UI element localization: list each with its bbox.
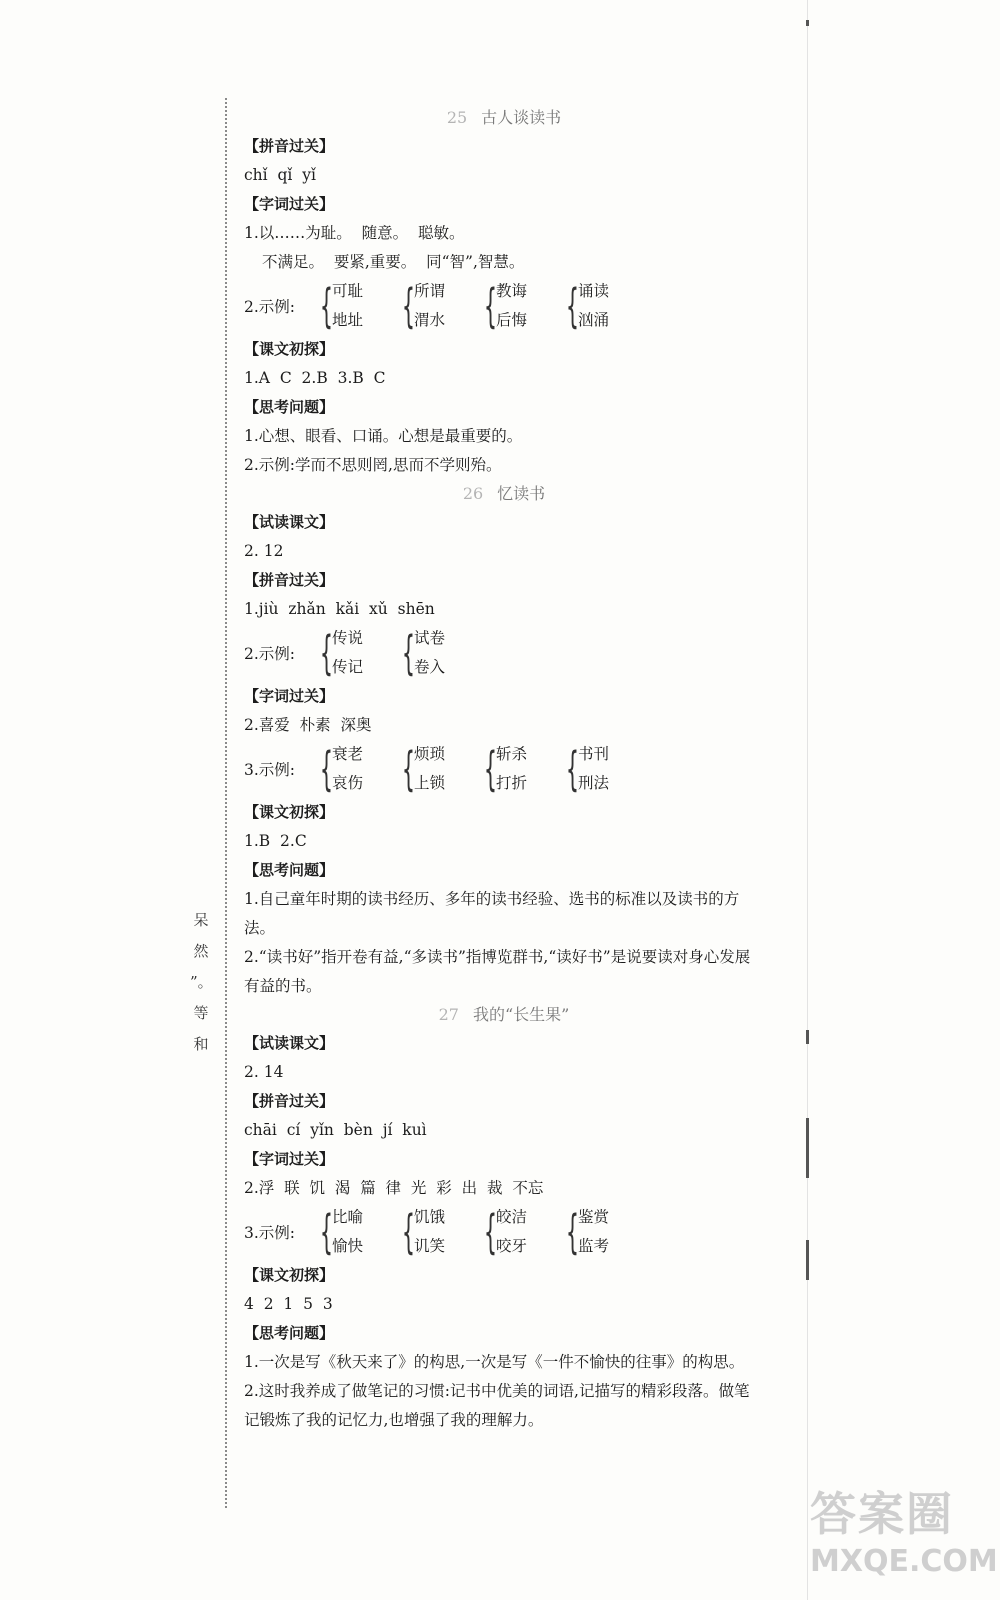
section-title: 26 忆读书 — [462, 484, 546, 503]
watermark-text: 答案圈 — [810, 1487, 954, 1541]
brace-icon: { — [319, 279, 334, 333]
section-title: 25 古人谈读书 — [446, 108, 562, 127]
block-heading: 【课文初探】 — [244, 803, 335, 821]
answer-line: 1.jiù zhǎn kǎi xǔ shēn — [244, 600, 435, 618]
block-heading: 【思考问题】 — [244, 398, 335, 416]
brace-icon: { — [565, 1205, 580, 1259]
block-heading: 【字词过关】 — [244, 195, 335, 213]
margin-dotted-line — [225, 98, 227, 1508]
brace-icon: { — [401, 742, 416, 796]
brace-icon: { — [483, 1205, 498, 1259]
answer-line: 不满足。 要紧,重要。 同“智”,智慧。 — [262, 253, 525, 271]
example-group: 2.示例: { 传说 传记 { 试卷 卷入 — [244, 626, 446, 680]
answer-line: 2. 14 — [244, 1063, 284, 1081]
brace-icon: { — [401, 626, 416, 680]
sidebar-char: 等 — [193, 1004, 209, 1022]
answer-paragraph: 2.“读书好”指开卷有益,“多读书”指博览群书,“读好书”是说要读对身心发展有益的书。 — [244, 948, 751, 995]
brace-icon: { — [483, 742, 498, 796]
block-heading: 【字词过关】 — [244, 1150, 335, 1168]
sidebar-char: 呆 — [193, 911, 209, 929]
answer-line: 4 2 1 5 3 — [244, 1295, 333, 1313]
sidebar-fragment — [190, 905, 212, 1060]
brace-icon: { — [401, 1205, 416, 1259]
brace-icon: { — [565, 742, 580, 796]
page-edge-line — [807, 0, 808, 1600]
example-group: 2.示例: { 可耻 地址 { 所谓 渭水 { 教诲 后悔 { 诵读 汹涌 — [244, 279, 610, 333]
section-title: 27 我的“长生果” — [438, 1005, 570, 1024]
edge-mark — [806, 1118, 809, 1178]
brace-icon: { — [565, 279, 580, 333]
watermark-url: MXQE.COM — [810, 1544, 998, 1579]
brace-icon: { — [319, 1205, 334, 1259]
sidebar-char: ”。 — [190, 973, 213, 991]
block-heading: 【试读课文】 — [244, 1034, 335, 1052]
sidebar-char: 然 — [193, 942, 209, 960]
answer-line: 1.A C 2.B 3.B C — [244, 369, 386, 387]
watermark-logo — [810, 1478, 998, 1588]
block-heading: 【思考问题】 — [244, 861, 335, 879]
answer-line: 1.B 2.C — [244, 832, 307, 850]
answer-line: 2.浮 联 饥 渴 篇 律 光 彩 出 裁 不忘 — [244, 1179, 544, 1197]
answer-line: 1.以……为耻。 随意。 聪敏。 — [244, 224, 465, 242]
answer-line: 2.喜爱 朴素 深奥 — [244, 716, 372, 734]
block-heading: 【课文初探】 — [244, 340, 335, 358]
block-heading: 【拼音过关】 — [244, 571, 335, 589]
answer-line: 2.示例:学而不思则罔,思而不学则殆。 — [244, 456, 502, 474]
answer-line: chāi cí yǐn bèn jí kuì — [244, 1121, 427, 1139]
sidebar-char: 和 — [193, 1035, 209, 1053]
edge-mark — [806, 1240, 809, 1280]
answer-content — [244, 104, 764, 1435]
block-heading: 【拼音过关】 — [244, 1092, 335, 1110]
block-heading: 【字词过关】 — [244, 687, 335, 705]
answer-line: 1.心想、眼看、口诵。心想是最重要的。 — [244, 427, 523, 445]
brace-icon: { — [319, 742, 334, 796]
block-heading: 【试读课文】 — [244, 513, 335, 531]
example-group: 3.示例: { 比喻 愉快 { 饥饿 讥笑 { 皎洁 咬牙 { 鉴赏 监考 — [244, 1205, 610, 1259]
edge-mark — [806, 1030, 809, 1044]
answer-paragraph: 1.一次是写《秋天来了》的构思,一次是写《一件不愉快的往事》的构思。 — [244, 1353, 745, 1371]
block-heading: 【思考问题】 — [244, 1324, 335, 1342]
answer-line: chǐ qǐ yǐ — [244, 166, 316, 184]
answer-paragraph: 2.这时我养成了做笔记的习惯:记书中优美的词语,记描写的精彩段落。做笔记锻炼了我的记忆力,也增强了我的理解力。 — [244, 1382, 750, 1429]
brace-icon: { — [319, 626, 334, 680]
block-heading: 【拼音过关】 — [244, 137, 335, 155]
brace-icon: { — [483, 279, 498, 333]
answer-line: 2. 12 — [244, 542, 284, 560]
block-heading: 【课文初探】 — [244, 1266, 335, 1284]
answer-paragraph: 1.自己童年时期的读书经历、多年的读书经验、选书的标准以及读书的方法。 — [244, 890, 740, 937]
brace-icon: { — [401, 279, 416, 333]
example-group: 3.示例: { 衰老 哀伤 { 烦琐 上锁 { 斩杀 打折 { 书刊 刑法 — [244, 742, 610, 796]
edge-mark — [806, 20, 809, 26]
